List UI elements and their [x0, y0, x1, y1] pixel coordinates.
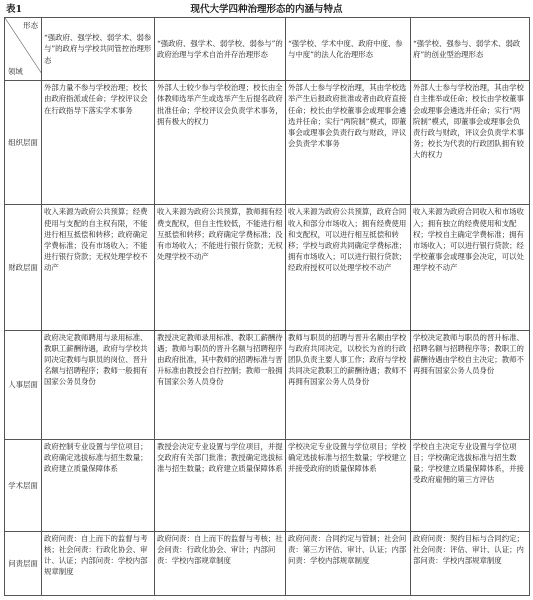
table-cell: 政府控制专业设置与学位项目；政府确定选拔标准与招生数量；政府建立质量保障体系: [42, 439, 155, 531]
column-header: “强政府、强学校、弱学术、弱参与”的政府与学校共同管控治理形态: [42, 18, 155, 81]
table-cell: 收入来源为政府公共预算，教师拥有经费支配权，但自主性较低，不能进行相互抵偿和转移；政府确定学费标准；没有市场收入；不能进行银行贷款；无权处理学校不动产: [155, 205, 286, 330]
table-cell: 教授会决定专业设置与学位项目，并提交政府有关部门批准；教授确定选拔标准与招生数量；政府建立质量保障体系: [155, 439, 286, 531]
row-label: 学术层面: [5, 439, 42, 531]
table-row: [5, 205, 530, 330]
row-label: 问责层面: [5, 531, 42, 595]
table-cell: 学校自主决定专业设置与学位项目；学校确定选拔标准与招生数量；学校建立质量保障体系，并接受政府雇佣的第三方评估: [411, 439, 530, 531]
table-row: [5, 531, 530, 595]
table-caption: [6, 4, 527, 18]
column-header: “强学校、强参与、弱学术、弱政府”的创业型治理形态: [411, 18, 530, 81]
table-cell: 政府问责：自上而下的监督与考核；社会问责：行政化协会、审计、认证；内部问责：学校内部规章制度: [42, 531, 155, 595]
corner-label-domain: 领域: [8, 67, 23, 77]
table-cell: 外部人士较少参与学校治理；校长由全体教师选举产生或选举产生后提名政府批准任命；学校评议会负责学术事务，拥有极大的权力: [155, 81, 286, 205]
corner-header-cell: [5, 18, 42, 81]
table-cell: 外部人士参与学校治理，其由学校选举产生后报政府批准或者由政府直接任命；校长由学校董事会或理事会遴选并任命；实行“两院制”模式，即董事会或理事会负责行政与财政，评议会负责学术事务: [286, 81, 411, 205]
table-row: [5, 439, 530, 531]
corner-label-form: 形态: [23, 21, 38, 30]
table-title: 现代大学四种治理形态的内涵与特点: [190, 4, 343, 15]
table-cell: 教师与职员的招聘与晋升名额由学校与政府共同决定，以校长为首的行政团队负责主要人事工作；政府与学校共同决定教职工的薪酬待遇；教师不再拥有国家公务人员身份: [286, 330, 411, 439]
row-label: 人事层面: [5, 330, 42, 439]
table-cell: 外部力量不参与学校治理；校长由政府指派或任命；学校评议会在行政指导下落实学术事务: [42, 81, 155, 205]
row-label: 组织层面: [5, 81, 42, 205]
column-header: “强学校、学术中度、政府中度、参与中度”的法人化治理形态: [286, 18, 411, 81]
table-cell: 政府问责：契约目标与合同约定；社会问责：评估、审计、认证；内部问责：学校内部规章制度: [411, 531, 530, 595]
table-cell: 收入来源为政府合同收入和市场收入；拥有独立的经费使用和支配权；学校自主确定学费标准；拥有市场收入；可以进行银行贷款；经学校董事会或理事会决定，可以处理学校不动产: [411, 205, 530, 330]
table-cell: 外部人士参与学校治理，其由学校自主推举或任命；校长由学校董事会或理事会遴选并任命；实行“两院制”模式，即董事会或理事会负责行政与财政，评议会负责学术事务；校长为代表的行政团队拥有较大的权力: [411, 81, 530, 205]
table-cell: 政府决定教师聘用与录用标准、教职工薪酬待遇，政府与学校共同决定教师与职员的岗位、晋升名额与招聘程序；教师一般拥有国家公务员身份: [42, 330, 155, 439]
row-label: 财政层面: [5, 205, 42, 330]
table-cell: 收入来源为政府公共预算；经费使用与支配的自主权有限，不能进行相互抵偿和转移；政府确定学费标准；没有市场收入；不能进行银行贷款；无权处理学校不动产: [42, 205, 155, 330]
table-cell: 政府问责：合同约定与管制；社会问责：第三方评估、审计、认证；内部问责：学校内部规章制度: [286, 531, 411, 595]
table-cell: 教授决定教师录用标准、教职工薪酬待遇；教师与职员的晋升名额与招聘程序由政府批准，其中教师的招聘标准与晋升标准由教授会自行控制；教师一般拥有国家公务人员身份: [155, 330, 286, 439]
table-cell: 政府问责：自上而下的监督与考核；社会问责：行政化协会、审计；内部问责：学校内部规章制度: [155, 531, 286, 595]
header-row: [5, 18, 530, 81]
table-cell: 学校决定教师与职员的晋升标准、招聘名额与招聘程序等；教职工的薪酬待遇由学校自主决定；教师不再拥有国家公务人员身份: [411, 330, 530, 439]
table-row: [5, 81, 530, 205]
table-row: [5, 330, 530, 439]
table-label: 表1: [6, 4, 23, 15]
column-header: “强政府、强学术、弱学校、弱参与”的政府治理与学术自治并存治理形态: [155, 18, 286, 81]
governance-table: [4, 17, 530, 596]
table-cell: 收入来源为政府公共预算，政府合同收入和部分市场收入；拥有经费使用和支配权，可以进行相互抵偿和转移；学校与政府共同确定学费标准；拥有市场收入；可以进行银行贷款；经政府授权可以处理学校不动产: [286, 205, 411, 330]
table-cell: 学校决定专业设置与学位项目；学校确定选拔标准与招生数量；学校建立并接受政府的质量保障体系: [286, 439, 411, 531]
